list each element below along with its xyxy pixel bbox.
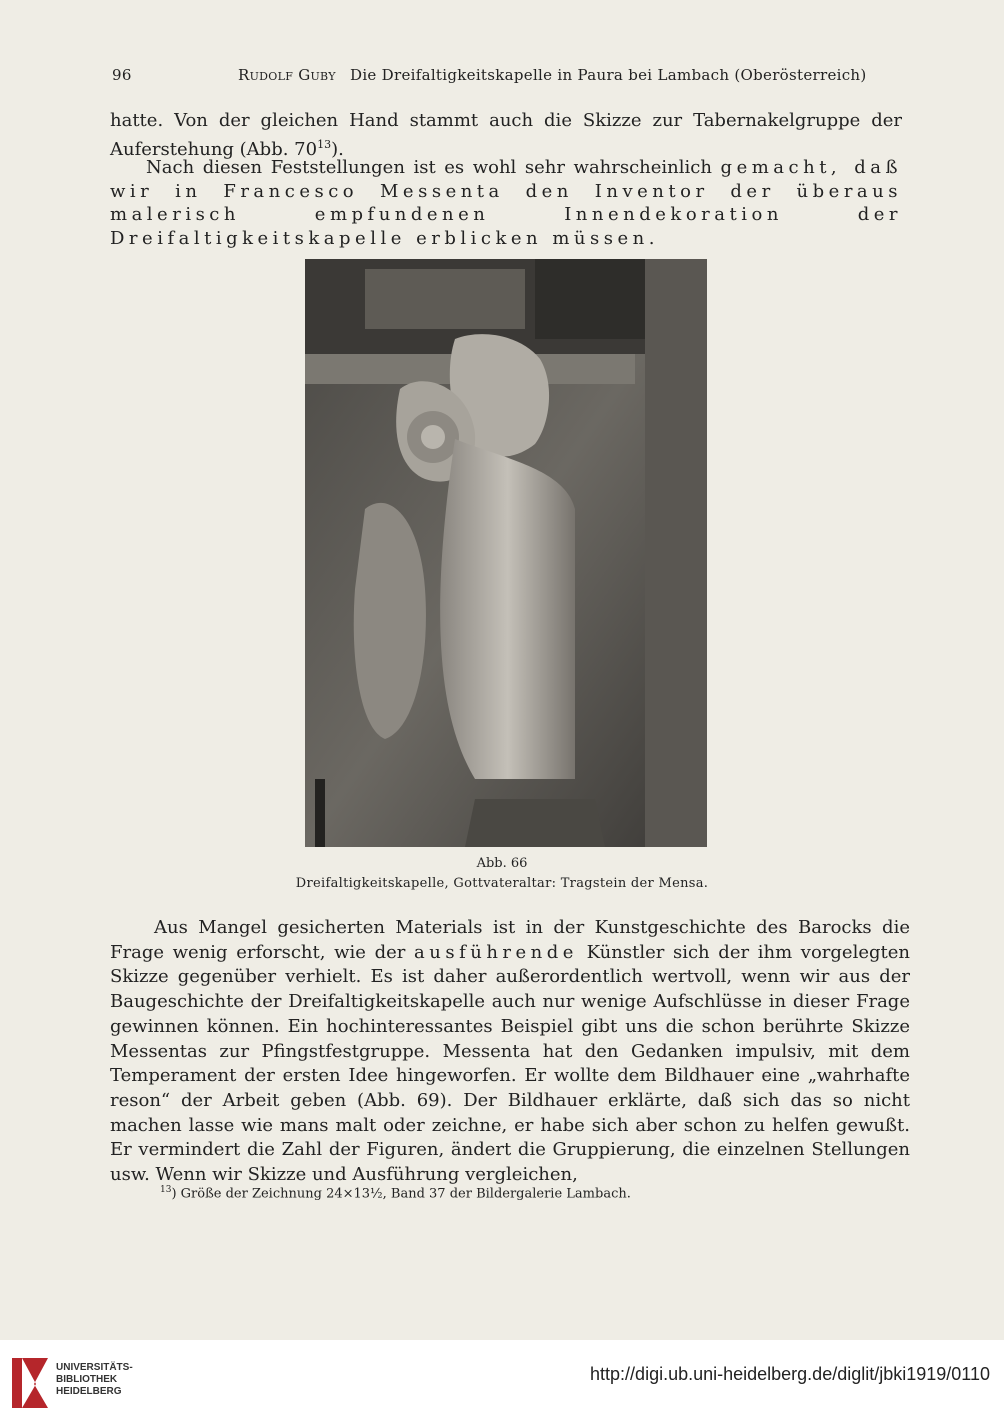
paragraph-2-spaced: gemacht, daß wir in Francesco Messenta den Inventor der überaus malerisch empfundenen Innendekoration der Dreifaltigkeitskapelle erblicken müssen. <box>110 157 902 249</box>
header-author: Rudolf Guby <box>238 66 336 84</box>
paragraph-2 <box>110 156 902 250</box>
figure-photo <box>305 259 707 847</box>
paragraph-1-end: ). <box>331 138 344 160</box>
paragraph-3-part1: Aus Mangel gesicherten Materials ist in der Kunstgeschichte des Barocks die Frage wenig erforscht, wie der <box>110 917 910 963</box>
library-line3: HEIDELBERG <box>56 1386 122 1397</box>
footnote-number: 13 <box>160 1185 172 1195</box>
paragraph-3-spaced: ausführende <box>414 941 578 963</box>
paragraph-1 <box>110 109 902 161</box>
paragraph-3 <box>110 916 910 1188</box>
permalink-url[interactable]: http://digi.ub.uni-heidelberg.de/diglit/jbki1919/0110 <box>590 1364 990 1384</box>
university-library-logo-icon <box>10 1356 50 1410</box>
footnote-text: ) Größe der Zeichnung 24×13½, Band 37 der Bildergalerie Lambach. <box>171 1186 631 1202</box>
paragraph-3-part2: Künstler sich der ihm vorgelegten Skizze gegenüber verhielt. Es ist daher außerordentlich wertvoll, wenn wir aus der Baugeschichte der Dreifaltigkeitskapelle auch nur wenige Aufschlüsse in dieser Frage gewinnen können. Ein hochinteressantes Beispiel gibt uns die schon berührte Skizze Messentas zur Pfingstfestgruppe. Messenta hat den Gedanken impulsiv, mit dem Temperament der ersten Idee hingeworfen. Er wollte dem Bildhauer eine „wahrhafte reson“ der Arbeit geben (Abb. 69). Der Bildhauer erklärte, daß sich das so nicht machen lasse wie mans malt oder zeichne, er habe sich aber schon zu helfen gewußt. Er vermindert die Zahl der Figuren, ändert die Gruppierung, die einzelnen Stellungen usw. Wenn wir Skizze und Ausführung vergleichen, <box>110 941 910 1186</box>
page-number: 96 <box>112 66 132 84</box>
library-line1: UNIVERSITÄTS- <box>56 1362 133 1373</box>
header-title: Die Dreifaltigkeitskapelle in Paura bei Lambach (Oberösterreich) <box>350 66 867 84</box>
figure-caption: Dreifaltigkeitskapelle, Gottvateraltar: Tragstein der Mensa. <box>295 876 709 891</box>
footnote-ref[interactable]: 13 <box>317 137 332 151</box>
library-footer <box>0 1340 1004 1424</box>
footnote <box>160 1185 631 1201</box>
figure-number: Abb. 66 <box>476 856 528 871</box>
paragraph-1-text: hatte. Von der gleichen Hand stammt auch die Skizze zur Tabernakelgruppe der Auferstehung (Abb. 70 <box>110 110 902 160</box>
library-line2: BIBLIOTHEK <box>56 1374 118 1385</box>
paragraph-2-lead: Nach diesen Feststellungen ist es wohl sehr wahrscheinlich <box>146 157 712 178</box>
library-name <box>56 1362 133 1398</box>
